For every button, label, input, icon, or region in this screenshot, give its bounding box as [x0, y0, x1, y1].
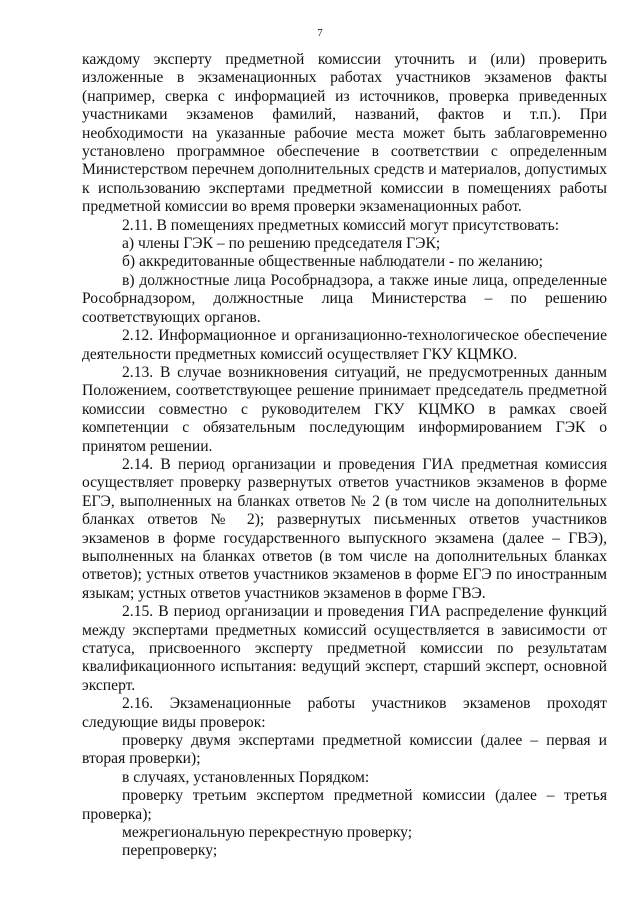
check-type-first-second: проверку двумя экспертами предметной комиссии (далее – первая и вторая проверки);: [82, 732, 607, 768]
page-number: 7: [317, 27, 323, 39]
list-item-v: в) должностные лица Рособрнадзора, а также иные лица, определенные Рособрнадзором, должностные лица Министерства – по решению соответствующих органов.: [82, 271, 607, 326]
document-body: [82, 51, 607, 861]
paragraph-2-12: 2.12. Информационное и организационно-технологическое обеспечение деятельности предметных комиссий осуществляет ГКУ КЦМКО.: [82, 327, 607, 363]
paragraph-continuation: каждому эксперту предметной комиссии уточнить и (или) проверить изложенные в экзаменационных работах участников экзаменов факты (например, сверка с информацией из источников, проверка приведенных участниками экзаменов фамилий, названий, фактов и т.п.). При необходимости на указанные рабочие места может быть заблаговременно установлено программное обеспечение в соответствии с определенным Министерством перечнем дополнительных средств и материалов, допустимых к использованию экспертами предметной комиссии в помещениях работы предметной комиссии во время проверки экзаменационных работ.: [82, 51, 607, 216]
paragraph-2-15: 2.15. В период организации и проведения ГИА распределение функций между экспертами предметных комиссий осуществляется в зависимости от статуса, присвоенного эксперту предметной комиссии по результатам квалификационного испытания: ведущий эксперт, старший эксперт, основной эксперт.: [82, 603, 607, 694]
paragraph-2-11: 2.11. В помещениях предметных комиссий могут присутствовать:: [122, 216, 560, 234]
paragraph-2-16: 2.16. Экзаменационные работы участников экзаменов проходят следующие виды проверок:: [82, 695, 607, 731]
paragraph-2-14: 2.14. В период организации и проведения ГИА предметная комиссия осуществляет проверку развернутых ответов участников экзаменов в форме ЕГЭ, выполненных на бланках ответов № 2 (в том числе на дополнительных бланках ответов № 2); развернутых письменных ответов участников экзаменов в форме государственного выпускного экзамена (далее – ГВЭ), выполненных на бланках ответов (в том числе на дополнительных бланках ответов); устных ответов участников экзаменов в форме ЕГЭ по иностранным языкам; устных ответов участников экзаменов в форме ГВЭ.: [82, 455, 607, 602]
check-type-third: проверку третьим экспертом предметной комиссии (далее – третья проверка);: [82, 787, 607, 823]
list-item-b: б) аккредитованные общественные наблюдатели - по желанию;: [122, 253, 543, 271]
list-item-a: а) члены ГЭК – по решению председателя ГЭК;: [122, 235, 441, 253]
check-type-recheck: перепроверку;: [122, 842, 218, 860]
check-type-cross-regional: межрегиональную перекрестную проверку;: [122, 824, 413, 842]
check-type-conditions: в случаях, установленных Порядком:: [122, 768, 370, 786]
paragraph-2-13: 2.13. В случае возникновения ситуаций, не предусмотренных данным Положением, соответствующее решение принимает председатель предметной комиссии совместно с руководителем ГКУ КЦМКО в рамках своей компетенции с обязательным последующим информированием ГЭК о принятом решении.: [82, 363, 607, 455]
